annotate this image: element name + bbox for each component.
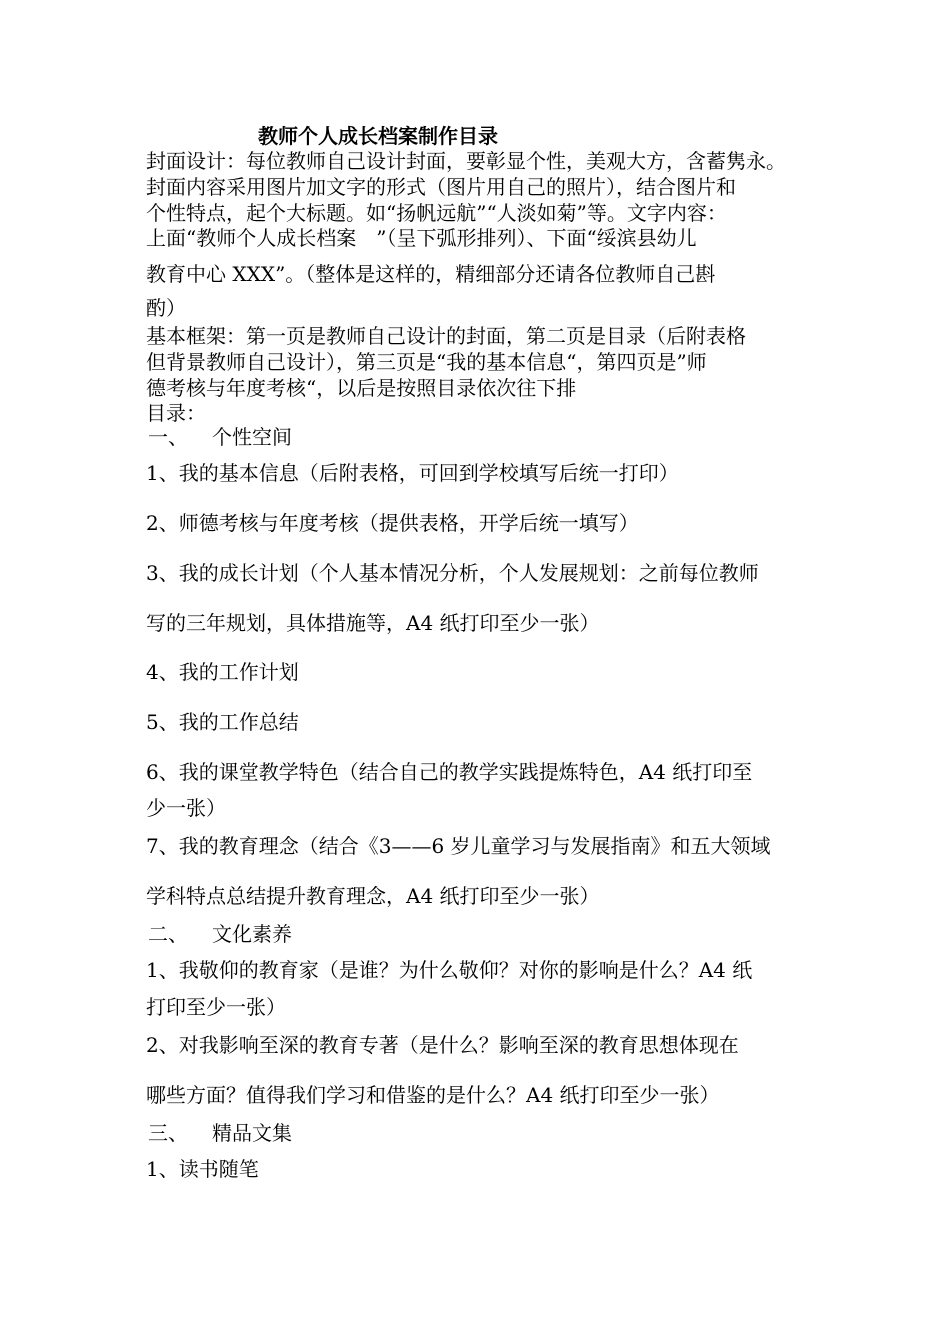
toc-item: 1、读书随笔 [146,1157,259,1181]
intro-line: 酌） [146,296,186,320]
section-heading [148,922,292,946]
toc-item: 打印至少一张） [146,995,286,1019]
intro-line: 上面“教师个人成长档案 ”（呈下弧形排列）、下面“绥滨县幼儿 [146,226,697,250]
toc-item: 6、我的课堂教学特色（结合自己的教学实践提炼特色，A4 纸打印至 [146,760,753,784]
intro-line: 封面内容采用图片加文字的形式（图片用自己的照片），结合图片和 [146,175,736,199]
toc-item: 7、我的教育理念（结合《3——6 岁儿童学习与发展指南》和五大领域 [146,834,771,858]
section-title: 文化素养 [212,922,292,946]
intro-line: 个性特点，起个大标题。如“扬帆远航”“人淡如菊”等。文字内容： [146,201,727,225]
toc-item: 哪些方面？值得我们学习和借鉴的是什么？A4 纸打印至少一张） [146,1083,720,1107]
toc-item: 4、我的工作计划 [146,660,299,684]
toc-item: 3、我的成长计划（个人基本情况分析，个人发展规划：之前每位教师 [146,561,759,585]
section-heading [148,425,292,449]
document-title: 教师个人成长档案制作目录 [258,124,498,148]
toc-label: 目录： [146,401,206,425]
section-title: 精品文集 [212,1121,292,1145]
toc-item: 1、我敬仰的教育家（是谁？为什么敬仰？对你的影响是什么？A4 纸 [146,958,753,982]
toc-item: 2、师德考核与年度考核（提供表格，开学后统一填写） [146,511,639,535]
toc-item: 1、我的基本信息（后附表格，可回到学校填写后统一打印） [146,461,679,485]
section-title: 个性空间 [212,425,292,449]
toc-item: 2、对我影响至深的教育专著（是什么？影响至深的教育思想体现在 [146,1033,739,1057]
section-heading [148,1121,292,1145]
section-number: 三、 [148,1121,188,1145]
toc-item: 5、我的工作总结 [146,710,299,734]
section-number: 二、 [148,922,188,946]
framework-line: 但背景教师自己设计），第三页是“我的基本信息“，第四页是”师 [146,350,707,374]
toc-item: 少一张） [146,796,226,820]
toc-item: 学科特点总结提升教育理念，A4 纸打印至少一张） [146,884,600,908]
toc-item: 写的三年规划，具体措施等，A4 纸打印至少一张） [146,611,600,635]
intro-line: 封面设计：每位教师自己设计封面，要彰显个性，美观大方，含蓄隽永。 [146,149,786,173]
section-number: 一、 [148,425,188,449]
intro-line: 教育中心 XXX”。（整体是这样的，精细部分还请各位教师自己斟 [146,262,716,286]
framework-line: 德考核与年度考核“，以后是按照目录依次往下排 [146,376,577,400]
framework-line: 基本框架：第一页是教师自己设计的封面，第二页是目录（后附表格 [146,324,746,348]
